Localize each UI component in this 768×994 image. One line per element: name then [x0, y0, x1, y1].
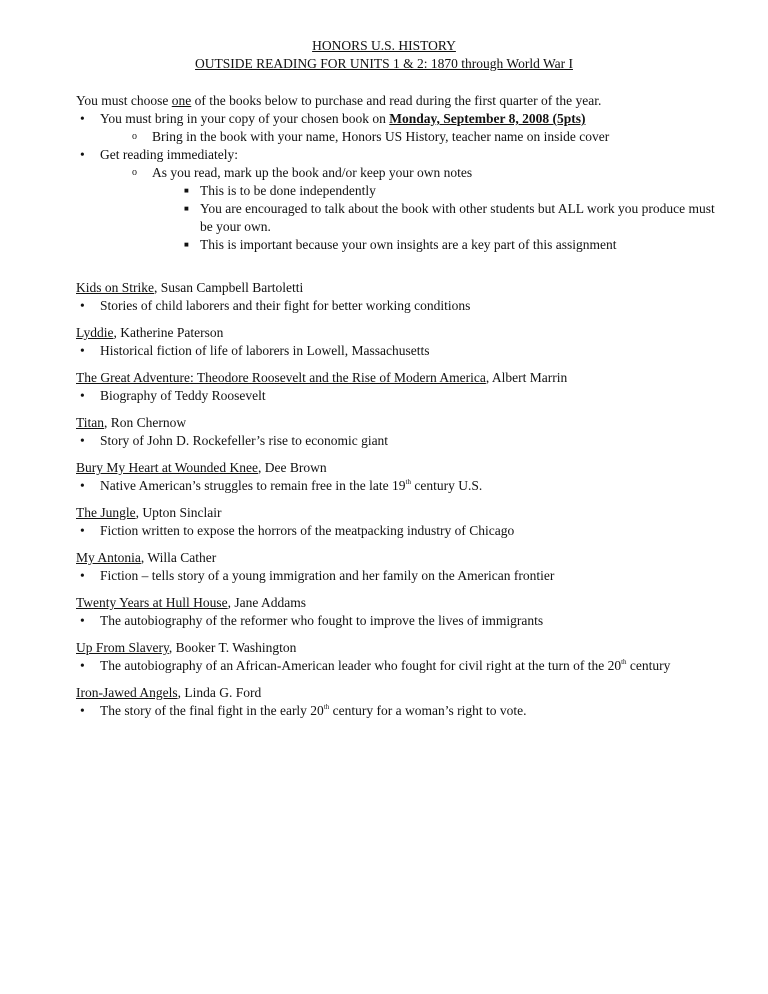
- square-bullet-item: ■ This is to be done independently: [184, 183, 376, 198]
- book-title: The Great Adventure: Theodore Roosevelt and the Rise of Modern America: [76, 370, 486, 385]
- document-body: [76, 92, 716, 729]
- book-entry: [76, 414, 716, 450]
- book-author: , Jane Addams: [227, 595, 307, 610]
- book-title: Titan: [76, 415, 105, 430]
- book-author: , Albert Marrin: [485, 370, 568, 385]
- book-title: My Antonia: [76, 550, 141, 565]
- book-heading: [76, 594, 716, 612]
- book-entry: [76, 324, 716, 360]
- book-description: • Stories of child laborers and their fight for better working conditions: [80, 298, 471, 313]
- book-entry: [76, 279, 716, 315]
- book-heading: [76, 324, 716, 342]
- book-entry: [76, 459, 716, 495]
- book-heading: [76, 639, 716, 657]
- book-entry: [76, 594, 716, 630]
- book-author: , Ron Chernow: [104, 415, 187, 430]
- sub-bullet: o Bring in the book with your name, Honors US History, teacher name on inside cover: [132, 129, 610, 144]
- bullet-icon: •: [80, 111, 85, 126]
- instruction-lead: You must choose one of the books below to purchase and read during the first quarter of the year.: [76, 93, 602, 108]
- book-heading: [76, 684, 716, 702]
- book-title: Up From Slavery: [76, 640, 169, 655]
- square-bullet-item: ■ This is important because your own insights are a key part of this assignment: [184, 237, 617, 252]
- bullet-icon: •: [80, 523, 85, 538]
- book-description: • The autobiography of an African-American leader who fought for civil right at the turn of the 20th century: [80, 658, 671, 673]
- square-bullet-icon: ■: [184, 186, 189, 195]
- title-line-2: OUTSIDE READING FOR UNITS 1 & 2: 1870 through World War I: [195, 56, 573, 71]
- book-description: • Biography of Teddy Roosevelt: [80, 388, 266, 403]
- bullet-icon: •: [80, 343, 85, 358]
- bullet-icon: •: [80, 147, 85, 162]
- book-author: , Linda G. Ford: [177, 685, 262, 700]
- book-title: Twenty Years at Hull House: [76, 595, 228, 610]
- book-description: • Historical fiction of life of laborers in Lowell, Massachusetts: [80, 343, 430, 358]
- sub-bullet: o As you read, mark up the book and/or keep your own notes: [132, 165, 473, 180]
- due-date: Monday, September 8, 2008 (5pts): [389, 111, 586, 126]
- book-entry: [76, 504, 716, 540]
- instructions: [76, 92, 716, 254]
- book-heading: [76, 414, 716, 432]
- bullet-icon: •: [80, 613, 85, 628]
- bullet-icon: •: [80, 703, 85, 718]
- bullet-icon: •: [80, 433, 85, 448]
- book-entry: [76, 369, 716, 405]
- book-title: Kids on Strike: [76, 280, 155, 295]
- bullet-get-reading: • Get reading immediately:: [80, 147, 238, 162]
- square-bullet-icon: ■: [184, 204, 189, 213]
- book-heading: [76, 459, 716, 477]
- bullet-icon: •: [80, 658, 85, 673]
- book-entry: [76, 639, 716, 675]
- circle-bullet-icon: o: [132, 131, 137, 142]
- book-entry: [76, 684, 716, 720]
- book-heading: [76, 279, 716, 297]
- square-bullet-icon: ■: [184, 240, 189, 249]
- book-heading: [76, 369, 716, 387]
- bullet-icon: •: [80, 388, 85, 403]
- book-description: • The autobiography of the reformer who fought to improve the lives of immigrants: [80, 613, 544, 628]
- square-bullet-item: ■ You are encouraged to talk about the book with other students but ALL work you produce must be your own.: [184, 201, 715, 234]
- document-header: [0, 37, 768, 73]
- book-author: , Katherine Paterson: [113, 325, 224, 340]
- book-title: Lyddie: [76, 325, 114, 340]
- book-heading: [76, 549, 716, 567]
- book-description: • Native American’s struggles to remain free in the late 19th century U.S.: [80, 478, 483, 493]
- book-description: • Fiction – tells story of a young immigration and her family on the American frontier: [80, 568, 555, 583]
- book-description: • The story of the final fight in the early 20th century for a woman’s right to vote.: [80, 703, 527, 718]
- book-entry: [76, 549, 716, 585]
- bullet-icon: •: [80, 478, 85, 493]
- book-title: Bury My Heart at Wounded Knee: [76, 460, 258, 475]
- book-author: , Upton Sinclair: [135, 505, 222, 520]
- book-author: , Willa Cather: [140, 550, 217, 565]
- book-author: , Dee Brown: [258, 460, 327, 475]
- book-author: , Booker T. Washington: [168, 640, 297, 655]
- book-heading: [76, 504, 716, 522]
- circle-bullet-icon: o: [132, 167, 137, 178]
- book-title: The Jungle: [76, 505, 136, 520]
- book-list: [76, 279, 716, 720]
- title-line-1: HONORS U.S. HISTORY: [312, 38, 456, 53]
- bullet-bring: • You must bring in your copy of your chosen book on Monday, September 8, 2008 (5pts): [80, 111, 586, 126]
- book-description: • Fiction written to expose the horrors of the meatpacking industry of Chicago: [80, 523, 515, 538]
- bullet-icon: •: [80, 568, 85, 583]
- book-author: , Susan Campbell Bartoletti: [154, 280, 304, 295]
- book-description: • Story of John D. Rockefeller’s rise to economic giant: [80, 433, 389, 448]
- bullet-icon: •: [80, 298, 85, 313]
- book-title: Iron-Jawed Angels: [76, 685, 178, 700]
